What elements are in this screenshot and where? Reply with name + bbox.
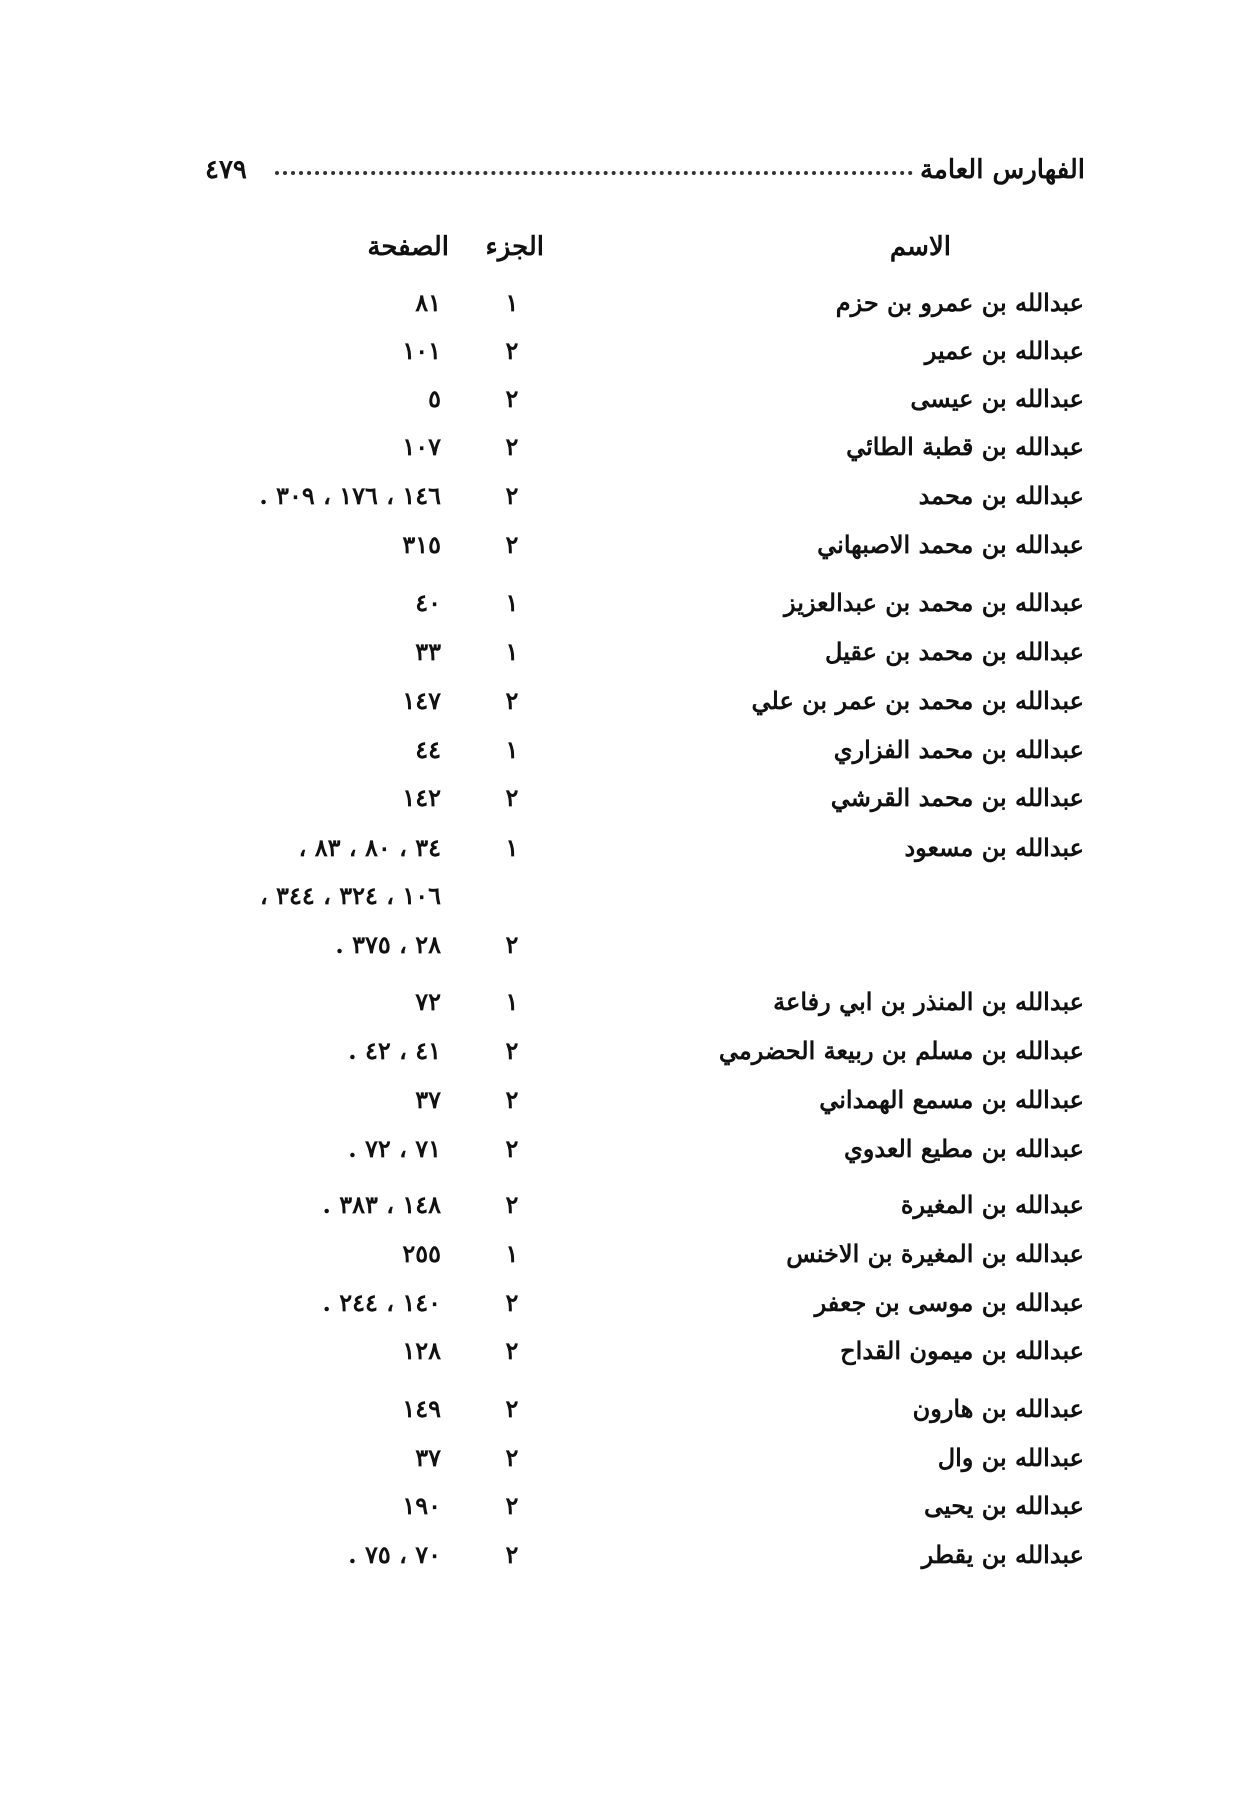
index-row	[0, 1394, 1249, 1434]
entry-name: عبدالله بن محمد بن عمر بن علي	[751, 686, 1084, 715]
index-row	[0, 1239, 1249, 1279]
entry-part: ٢	[505, 1036, 519, 1065]
index-row	[0, 1085, 1249, 1125]
index-row	[0, 288, 1249, 328]
entry-name: عبدالله بن محمد بن عبدالعزيز	[784, 588, 1084, 617]
entry-part: ٢	[505, 930, 519, 959]
entry-pages: ١٠٦ ، ٣٢٤ ، ٣٤٤ ،	[259, 881, 441, 910]
entry-pages: ٧٢	[415, 987, 441, 1016]
entry-part: ١	[505, 735, 519, 764]
entry-part: ١	[505, 588, 519, 617]
entry-name: عبدالله بن هارون	[912, 1394, 1084, 1423]
entry-part: ٢	[505, 686, 519, 715]
index-row	[0, 530, 1249, 570]
entry-name: عبدالله بن ميمون القداح	[840, 1336, 1084, 1365]
entry-pages: ٣٤ ، ٨٠ ، ٨٣ ،	[298, 833, 441, 862]
entry-pages: ٤١ ، ٤٢ .	[348, 1036, 441, 1065]
entry-name: عبدالله بن المغيرة بن الاخنس	[786, 1239, 1084, 1268]
entry-name: عبدالله بن محمد	[918, 481, 1084, 510]
index-row	[0, 1288, 1249, 1328]
entry-pages: ١٤٢	[402, 783, 441, 812]
entry-name: عبدالله بن محمد القرشي	[830, 783, 1084, 812]
entry-part: ١	[505, 637, 519, 666]
entry-name: عبدالله بن مسمع الهمداني	[819, 1085, 1084, 1114]
entry-pages: ٣٣	[415, 637, 441, 666]
entry-name: عبدالله بن وال	[937, 1443, 1084, 1472]
entry-part: ٢	[505, 1190, 519, 1219]
entry-name: عبدالله بن محمد الاصبهاني	[817, 530, 1084, 559]
column-header-name: الاسم	[889, 232, 951, 262]
entry-name: عبدالله بن مسلم بن ربيعة الحضرمي	[718, 1036, 1084, 1065]
entry-part: ٢	[505, 432, 519, 461]
entry-pages: ٣١٥	[402, 530, 441, 559]
entry-pages: ١٤٨ ، ٣٨٣ .	[322, 1190, 441, 1219]
entry-pages: ١٢٨	[402, 1336, 441, 1365]
entry-pages: ٧٠ ، ٧٥ .	[348, 1540, 441, 1569]
entry-part: ٢	[505, 1540, 519, 1569]
index-row	[0, 735, 1249, 775]
entry-pages: ١٠٧	[402, 432, 441, 461]
entry-name: عبدالله بن المنذر بن ابي رفاعة	[773, 987, 1084, 1016]
entry-pages: ١٤٧	[402, 686, 441, 715]
entry-pages: ١٤٩	[402, 1394, 441, 1423]
index-row	[0, 588, 1249, 628]
index-row	[0, 833, 1249, 873]
entry-pages: ٢٥٥	[402, 1239, 441, 1268]
entry-name: عبدالله بن عمير	[924, 336, 1084, 365]
entry-pages: ٢٨ ، ٣٧٥ .	[335, 930, 441, 959]
index-row	[0, 1036, 1249, 1076]
index-row	[0, 1336, 1249, 1376]
entry-pages: ٧١ ، ٧٢ .	[348, 1134, 441, 1163]
entry-name: عبدالله بن عمرو بن حزم	[835, 288, 1084, 317]
entry-pages: ١٠١	[402, 336, 441, 365]
index-row	[0, 930, 1249, 970]
entry-name: عبدالله بن قطبة الطائي	[846, 432, 1084, 461]
entry-part: ٢	[505, 1491, 519, 1520]
index-row	[0, 384, 1249, 424]
index-row	[0, 783, 1249, 823]
index-row	[0, 881, 1249, 921]
index-row	[0, 987, 1249, 1027]
entry-part: ٢	[505, 1336, 519, 1365]
column-header-part: الجزء	[485, 232, 544, 262]
entry-pages: ١٩٠	[402, 1491, 441, 1520]
entry-pages: ٣٧	[415, 1443, 441, 1472]
entry-name: عبدالله بن موسى بن جعفر	[814, 1288, 1084, 1317]
entry-part: ٢	[505, 336, 519, 365]
entry-part: ٢	[505, 1288, 519, 1317]
entry-pages: ٤٠	[415, 588, 441, 617]
index-row	[0, 336, 1249, 376]
index-row	[0, 686, 1249, 726]
index-row	[0, 1443, 1249, 1483]
entry-part: ٢	[505, 530, 519, 559]
entry-part: ٢	[505, 1394, 519, 1423]
entry-name: عبدالله بن مطيع العدوي	[843, 1134, 1084, 1163]
entry-name: عبدالله بن يقطر	[921, 1540, 1084, 1569]
index-row	[0, 481, 1249, 521]
index-row	[0, 1491, 1249, 1531]
entry-name: عبدالله بن محمد بن عقيل	[825, 637, 1084, 666]
entry-pages: ٣٧	[415, 1085, 441, 1114]
running-header	[205, 155, 1085, 195]
running-header-title: الفهارس العامة	[919, 155, 1085, 185]
page-number: ٤٧٩	[205, 155, 247, 185]
entry-part: ٢	[505, 1134, 519, 1163]
dot-leader	[275, 171, 913, 175]
entry-name: عبدالله بن يحيى	[923, 1491, 1084, 1520]
entry-part: ٢	[505, 384, 519, 413]
entry-name: عبدالله بن محمد الفزاري	[833, 735, 1084, 764]
entry-name: عبدالله بن المغيرة	[900, 1190, 1084, 1219]
entry-pages: ١٤٦ ، ١٧٦ ، ٣٠٩ .	[259, 481, 441, 510]
entry-name: عبدالله بن مسعود	[904, 833, 1084, 862]
entry-pages: ٨١	[415, 288, 441, 317]
index-row	[0, 1134, 1249, 1174]
entry-part: ٢	[505, 1085, 519, 1114]
entry-pages: ١٤٠ ، ٢٤٤ .	[322, 1288, 441, 1317]
entry-part: ١	[505, 288, 519, 317]
column-header-page: الصفحة	[367, 232, 449, 262]
index-row	[0, 1540, 1249, 1580]
entry-part: ١	[505, 833, 519, 862]
index-row	[0, 637, 1249, 677]
entry-part: ١	[505, 987, 519, 1016]
index-row	[0, 432, 1249, 472]
entry-part: ٢	[505, 481, 519, 510]
entry-part: ٢	[505, 783, 519, 812]
entry-part: ٢	[505, 1443, 519, 1472]
entry-name: عبدالله بن عيسى	[910, 384, 1084, 413]
entry-part: ١	[505, 1239, 519, 1268]
entry-pages: ٤٤	[415, 735, 441, 764]
index-row	[0, 1190, 1249, 1230]
entry-pages: ٥	[428, 384, 441, 413]
